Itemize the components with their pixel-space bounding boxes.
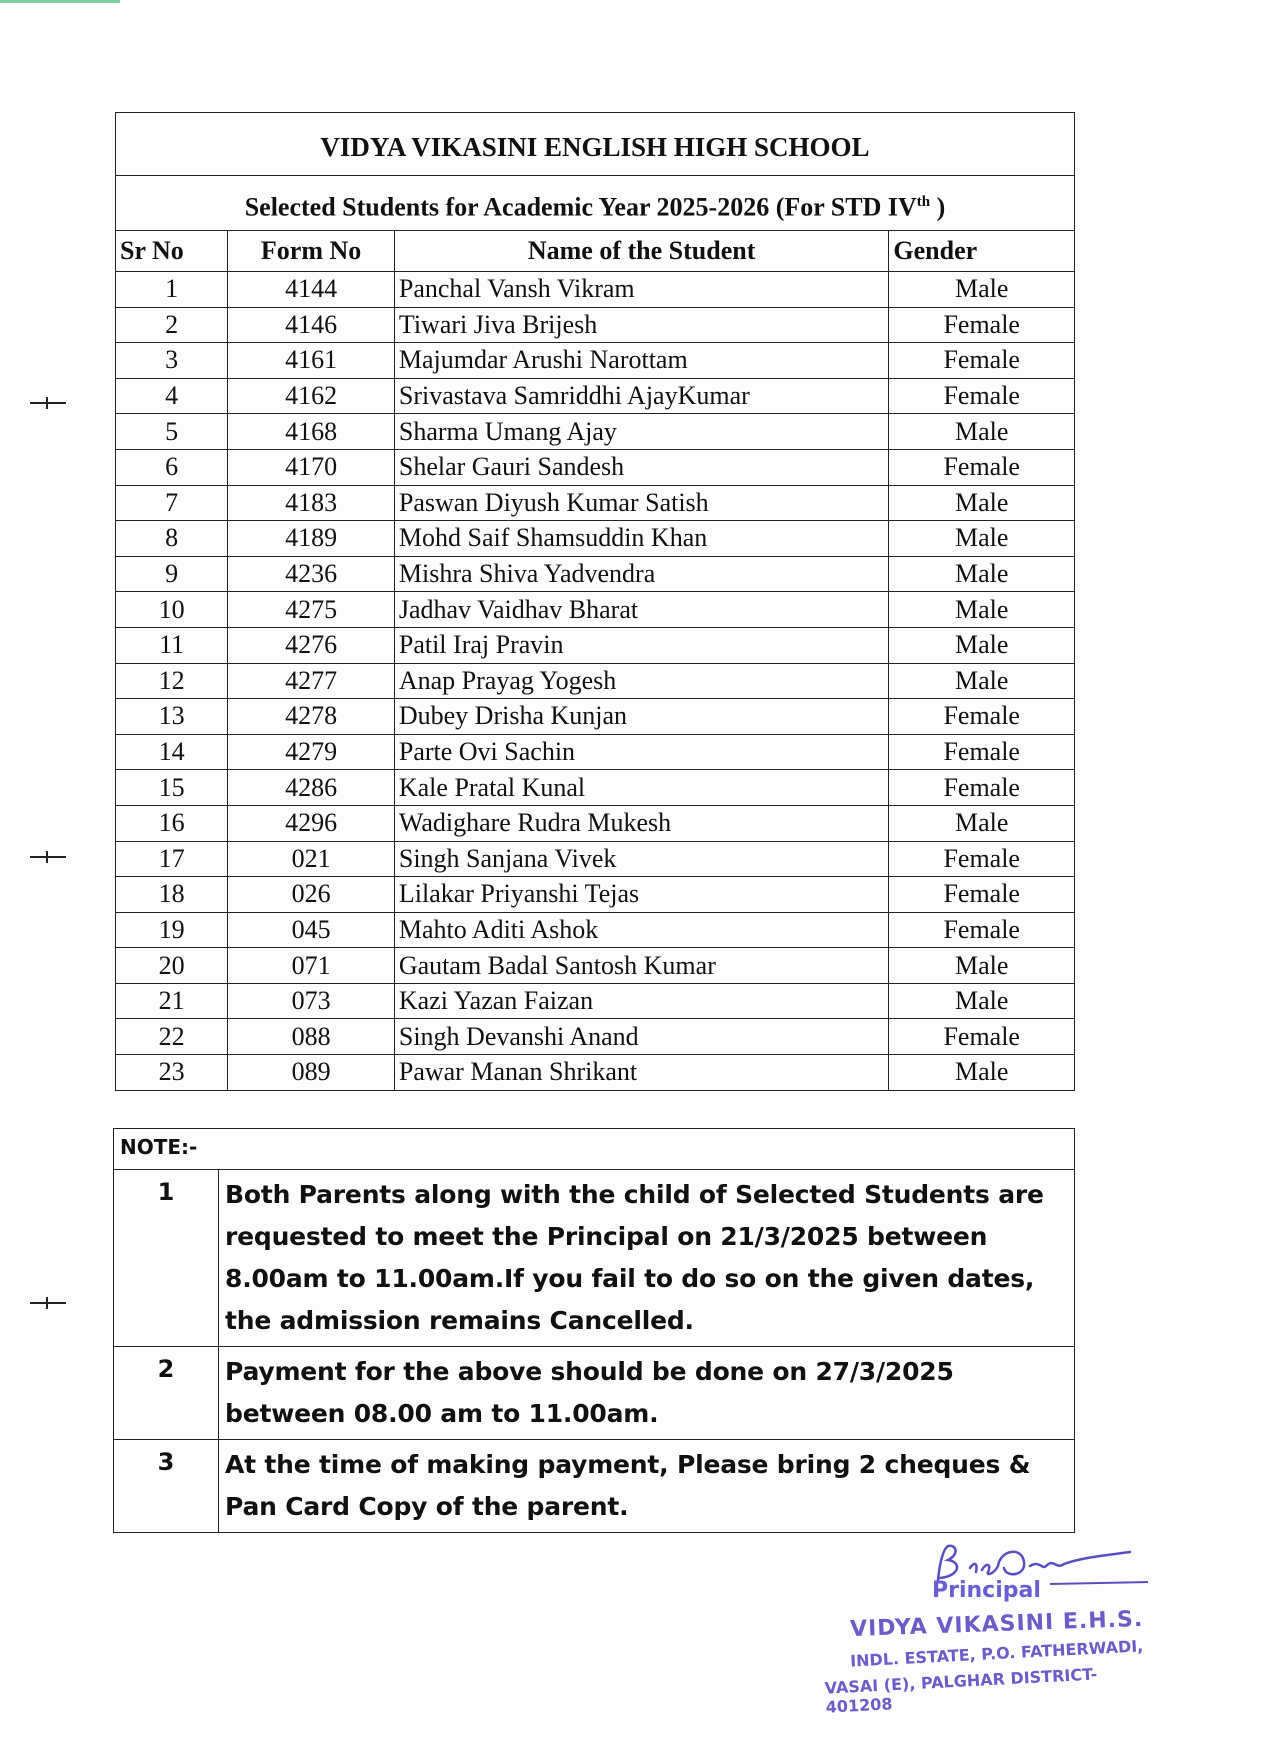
table-row [116,1055,1075,1091]
cell-gender: Male [889,485,1075,521]
cell-sr-no: 7 [116,485,228,521]
cell-student-name: Panchal Vansh Vikram [394,272,889,308]
note-row [114,1170,1075,1347]
scan-edge-mark [0,0,120,3]
cell-sr-no: 2 [116,307,228,343]
note-number: 2 [114,1347,219,1440]
cell-student-name: Singh Devanshi Anand [394,1019,889,1055]
cell-student-name: Paswan Diyush Kumar Satish [394,485,889,521]
subtitle-text: Selected Students for Academic Year 2025-2026 (For STD IV [244,192,917,222]
table-row [116,307,1075,343]
note-row [114,1440,1075,1533]
note-line: Both Parents along with the child of Selected Students are [225,1180,1044,1209]
cell-sr-no: 14 [116,734,228,770]
cell-gender: Female [889,1019,1075,1055]
cell-gender: Male [889,983,1075,1019]
cell-sr-no: 15 [116,770,228,806]
cell-sr-no: 4 [116,378,228,414]
table-row [116,983,1075,1019]
cell-sr-no: 11 [116,627,228,663]
table-row [116,663,1075,699]
registration-mark [30,1302,66,1304]
cell-gender: Male [889,805,1075,841]
cell-student-name: Kale Pratal Kunal [394,770,889,806]
cell-sr-no: 1 [116,272,228,308]
note-line: At the time of making payment, Please bring 2 cheques & [225,1450,1031,1479]
cell-form-no: 4189 [228,521,395,557]
cell-form-no: 4296 [228,805,395,841]
cell-student-name: Wadighare Rudra Mukesh [394,805,889,841]
note-text [219,1170,1075,1347]
table-row [116,948,1075,984]
table-row [116,699,1075,735]
stamp-address-line: INDL. ESTATE, P.O. FATHERWADI, [849,1636,1144,1671]
cell-gender: Female [889,307,1075,343]
note-line: 8.00am to 11.00am.If you fail to do so on the given dates, [225,1264,1035,1293]
table-row [116,592,1075,628]
table-row [116,485,1075,521]
stamp-district-line: VASAI (E), PALGHAR DISTRICT-401208 [824,1664,1098,1717]
table-row [116,770,1075,806]
cell-form-no: 4146 [228,307,395,343]
cell-gender: Male [889,1055,1075,1091]
note-number: 3 [114,1440,219,1533]
cell-sr-no: 10 [116,592,228,628]
cell-student-name: Tiwari Jiva Brijesh [394,307,889,343]
note-line: requested to meet the Principal on 21/3/2025 between [225,1222,988,1251]
cell-form-no: 026 [228,877,395,913]
notes-table [113,1128,1075,1533]
cell-gender: Female [889,912,1075,948]
cell-sr-no: 9 [116,556,228,592]
table-header-row [116,231,1075,272]
cell-student-name: Majumdar Arushi Narottam [394,343,889,379]
note-line: between 08.00 am to 11.00am. [225,1399,659,1428]
note-text [219,1347,1075,1440]
table-row [116,912,1075,948]
cell-sr-no: 17 [116,841,228,877]
cell-gender: Male [889,663,1075,699]
selected-students-table [115,112,1075,1091]
cell-sr-no: 18 [116,877,228,913]
column-header-gender: Gender [889,231,1075,272]
cell-sr-no: 20 [116,948,228,984]
cell-form-no: 4286 [228,770,395,806]
cell-form-no: 4170 [228,449,395,485]
cell-gender: Female [889,378,1075,414]
cell-student-name: Mohd Saif Shamsuddin Khan [394,521,889,557]
cell-form-no: 088 [228,1019,395,1055]
registration-mark [30,856,66,858]
principal-stamp [820,1540,1160,1720]
cell-form-no: 4275 [228,592,395,628]
cell-student-name: Gautam Badal Santosh Kumar [394,948,889,984]
cell-student-name: Pawar Manan Shrikant [394,1055,889,1091]
cell-sr-no: 3 [116,343,228,379]
note-row [114,1347,1075,1440]
cell-gender: Female [889,449,1075,485]
table-row [116,378,1075,414]
cell-student-name: Kazi Yazan Faizan [394,983,889,1019]
cell-student-name: Dubey Drisha Kunjan [394,699,889,735]
subtitle-row [116,176,1075,231]
table-row [116,343,1075,379]
cell-gender: Female [889,734,1075,770]
cell-form-no: 089 [228,1055,395,1091]
cell-student-name: Singh Sanjana Vivek [394,841,889,877]
note-number: 1 [114,1170,219,1347]
subtitle-superscript: th [916,194,931,211]
note-line: Pan Card Copy of the parent. [225,1492,629,1521]
cell-form-no: 4276 [228,627,395,663]
cell-student-name: Anap Prayag Yogesh [394,663,889,699]
cell-form-no: 4183 [228,485,395,521]
cell-student-name: Mahto Aditi Ashok [394,912,889,948]
notes-heading-row [114,1129,1075,1170]
cell-student-name: Shelar Gauri Sandesh [394,449,889,485]
cell-student-name: Srivastava Samriddhi AjayKumar [394,378,889,414]
cell-form-no: 4277 [228,663,395,699]
cell-gender: Male [889,556,1075,592]
cell-student-name: Parte Ovi Sachin [394,734,889,770]
cell-sr-no: 23 [116,1055,228,1091]
cell-form-no: 4278 [228,699,395,735]
note-rows [114,1170,1075,1533]
table-row [116,805,1075,841]
table-row [116,272,1075,308]
table-row [116,734,1075,770]
cell-form-no: 4162 [228,378,395,414]
note-text [219,1440,1075,1533]
cell-sr-no: 5 [116,414,228,450]
cell-sr-no: 22 [116,1019,228,1055]
column-header-form-no: Form No [228,231,395,272]
cell-gender: Male [889,627,1075,663]
table-row [116,521,1075,557]
cell-sr-no: 19 [116,912,228,948]
cell-form-no: 4144 [228,272,395,308]
cell-gender: Male [889,272,1075,308]
cell-form-no: 073 [228,983,395,1019]
cell-gender: Male [889,414,1075,450]
cell-sr-no: 12 [116,663,228,699]
stamp-principal-title: Principal [932,1578,1041,1603]
table-row [116,449,1075,485]
registration-mark [30,402,66,404]
cell-sr-no: 16 [116,805,228,841]
cell-gender: Female [889,699,1075,735]
cell-gender: Female [889,343,1075,379]
subtitle-end: ) [930,192,946,222]
school-title-row [116,113,1075,176]
cell-gender: Female [889,841,1075,877]
cell-student-name: Jadhav Vaidhav Bharat [394,592,889,628]
cell-form-no: 4236 [228,556,395,592]
table-row [116,877,1075,913]
cell-form-no: 4168 [228,414,395,450]
column-header-sr-no: Sr No [116,231,228,272]
table-row [116,556,1075,592]
notes-heading: NOTE:- [114,1129,1075,1170]
note-line: the admission remains Cancelled. [225,1306,694,1335]
cell-sr-no: 13 [116,699,228,735]
cell-form-no: 071 [228,948,395,984]
student-rows [116,272,1075,1091]
cell-gender: Female [889,877,1075,913]
cell-student-name: Patil Iraj Pravin [394,627,889,663]
table-row [116,841,1075,877]
school-name: VIDYA VIKASINI ENGLISH HIGH SCHOOL [116,113,1075,176]
cell-sr-no: 6 [116,449,228,485]
cell-student-name: Sharma Umang Ajay [394,414,889,450]
cell-gender: Female [889,770,1075,806]
table-row [116,414,1075,450]
cell-gender: Male [889,592,1075,628]
cell-sr-no: 8 [116,521,228,557]
cell-gender: Male [889,521,1075,557]
list-subtitle [116,176,1075,231]
note-line: Payment for the above should be done on 27/3/2025 [225,1357,954,1386]
cell-sr-no: 21 [116,983,228,1019]
cell-student-name: Lilakar Priyanshi Tejas [394,877,889,913]
cell-form-no: 021 [228,841,395,877]
cell-form-no: 4161 [228,343,395,379]
column-header-name: Name of the Student [394,231,889,272]
cell-form-no: 4279 [228,734,395,770]
stamp-school-name: VIDYA VIKASINI E.H.S. [849,1606,1144,1643]
table-row [116,1019,1075,1055]
cell-form-no: 045 [228,912,395,948]
cell-gender: Male [889,948,1075,984]
cell-student-name: Mishra Shiva Yadvendra [394,556,889,592]
table-row [116,627,1075,663]
